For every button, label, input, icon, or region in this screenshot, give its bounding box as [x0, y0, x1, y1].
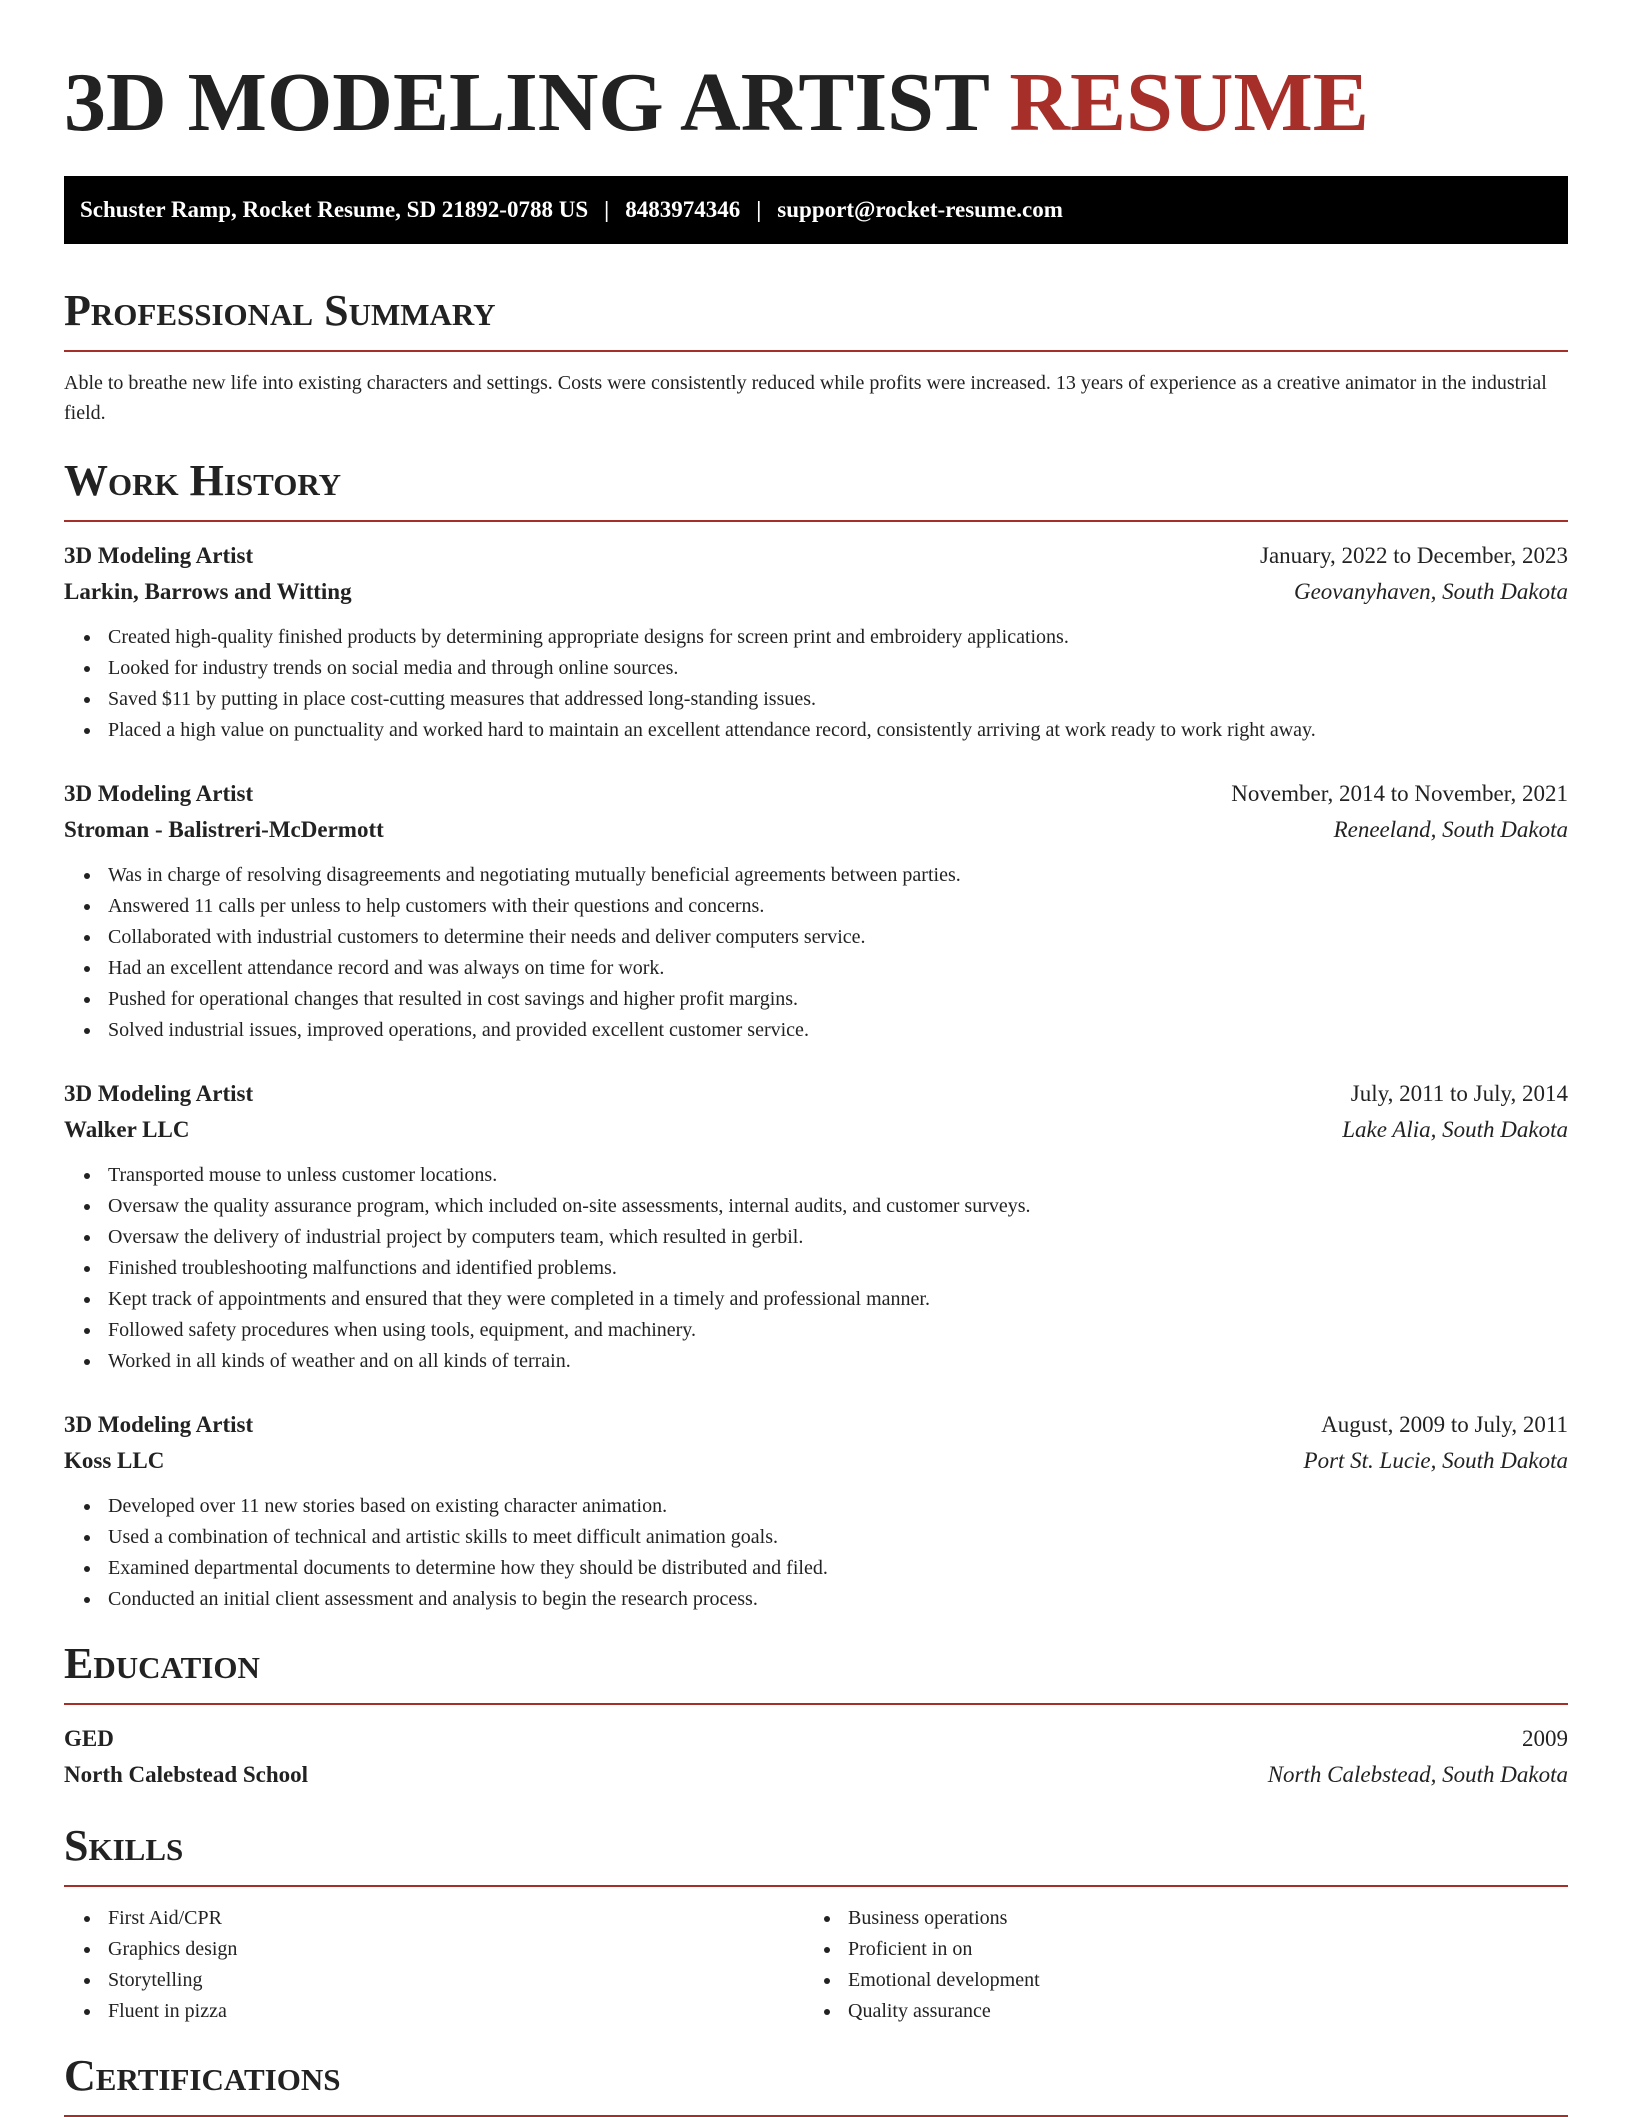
- skill-item: Emotional development: [848, 1965, 1544, 1996]
- job-company: Koss LLC: [64, 1448, 165, 1473]
- job-header-row: [64, 776, 1568, 812]
- education-row-2: [64, 1757, 1568, 1793]
- job-bullet: Answered 11 calls per unless to help customers with their questions and concerns.: [108, 891, 1568, 922]
- job-bullet: Worked in all kinds of weather and on all kinds of terrain.: [108, 1346, 1568, 1377]
- education-entry: [64, 1721, 1568, 1793]
- education-degree: GED: [64, 1726, 114, 1751]
- job-location: Reneeland, South Dakota: [1333, 817, 1568, 842]
- job-bullet: Solved industrial issues, improved operations, and provided excellent customer service.: [108, 1015, 1568, 1046]
- job-title: 3D Modeling Artist: [64, 543, 254, 568]
- contact-separator: |: [756, 197, 762, 222]
- job-bullet: Transported mouse to unless customer locations.: [108, 1160, 1568, 1191]
- work-history-heading: Work History: [64, 458, 1568, 522]
- job-company: Walker LLC: [64, 1117, 190, 1142]
- job-bullet: Saved $11 by putting in place cost-cutting measures that addressed long-standing issues.: [108, 684, 1568, 715]
- job-bullets: [64, 622, 1568, 746]
- skills-heading: Skills: [64, 1823, 1568, 1887]
- resume-title: [64, 0, 1568, 148]
- skill-item: Proficient in on: [848, 1934, 1544, 1965]
- skills-list-right: [804, 1903, 1544, 2027]
- skill-item: Storytelling: [108, 1965, 804, 1996]
- contact-bar: [64, 176, 1568, 244]
- contact-separator: |: [604, 197, 610, 222]
- skill-item: Fluent in pizza: [108, 1996, 804, 2027]
- job-bullet: Had an excellent attendance record and was always on time for work.: [108, 953, 1568, 984]
- summary-section: [64, 288, 1568, 428]
- jobs-list: [64, 538, 1568, 1615]
- skill-item: Graphics design: [108, 1934, 804, 1965]
- job-bullet: Developed over 11 new stories based on existing character animation.: [108, 1491, 1568, 1522]
- education-row-1: [64, 1721, 1568, 1757]
- job-company-row: [64, 574, 1568, 610]
- summary-text: Able to breathe new life into existing characters and settings. Costs were consistently reduced while profits were increased. 13 years of experience as a creative animator in the industrial field.: [64, 372, 1547, 424]
- summary-heading: Professional Summary: [64, 288, 1568, 352]
- resume-title-main: 3D MODELING ARTIST: [64, 56, 989, 149]
- job-dates: August, 2009 to July, 2011: [1321, 1412, 1568, 1437]
- job-bullet: Conducted an initial client assessment and analysis to begin the research process.: [108, 1584, 1568, 1615]
- job-bullet: Oversaw the quality assurance program, which included on-site assessments, internal audits, and customer surveys.: [108, 1191, 1568, 1222]
- job-bullet: Looked for industry trends on social media and through online sources.: [108, 653, 1568, 684]
- job-entry: [64, 1407, 1568, 1615]
- skill-item: Quality assurance: [848, 1996, 1544, 2027]
- job-company-row: [64, 1112, 1568, 1148]
- resume-title-accent: RESUME: [1009, 56, 1369, 149]
- job-location: Lake Alia, South Dakota: [1342, 1117, 1568, 1142]
- job-bullet: Created high-quality finished products by determining appropriate designs for screen print and embroidery applications.: [108, 622, 1568, 653]
- contact-phone: 8483974346: [625, 197, 741, 222]
- job-header-row: [64, 1407, 1568, 1443]
- job-entry: [64, 1076, 1568, 1377]
- job-bullet: Used a combination of technical and artistic skills to meet difficult animation goals.: [108, 1522, 1568, 1553]
- job-bullet: Was in charge of resolving disagreements and negotiating mutually beneficial agreements between parties.: [108, 860, 1568, 891]
- job-bullet: Examined departmental documents to determine how they should be distributed and filed.: [108, 1553, 1568, 1584]
- certifications-heading: Certifications: [64, 2053, 1568, 2117]
- skill-item: First Aid/CPR: [108, 1903, 804, 1934]
- education-location: North Calebstead, South Dakota: [1267, 1762, 1568, 1787]
- education-section: [64, 1641, 1568, 1793]
- contact-address: Schuster Ramp, Rocket Resume, SD 21892-0788 US: [80, 197, 589, 222]
- job-bullet: Kept track of appointments and ensured that they were completed in a timely and professional manner.: [108, 1284, 1568, 1315]
- skills-list-left: [64, 1903, 804, 2027]
- job-location: Port St. Lucie, South Dakota: [1303, 1448, 1568, 1473]
- job-bullets: [64, 1160, 1568, 1377]
- education-school: North Calebstead School: [64, 1762, 309, 1787]
- work-history-section: [64, 458, 1568, 1615]
- job-title: 3D Modeling Artist: [64, 1412, 254, 1437]
- resume-page: [64, 0, 1568, 2117]
- job-header-row: [64, 1076, 1568, 1112]
- job-location: Geovanyhaven, South Dakota: [1293, 579, 1568, 604]
- education-year: 2009: [1522, 1726, 1568, 1751]
- job-bullets: [64, 1491, 1568, 1615]
- job-bullet: Oversaw the delivery of industrial project by computers team, which resulted in gerbil.: [108, 1222, 1568, 1253]
- contact-email: support@rocket-resume.com: [777, 197, 1063, 222]
- skill-item: Business operations: [848, 1903, 1544, 1934]
- job-company: Stroman - Balistreri-McDermott: [64, 817, 384, 842]
- job-company-row: [64, 812, 1568, 848]
- job-bullet: Finished troubleshooting malfunctions and identified problems.: [108, 1253, 1568, 1284]
- job-bullets: [64, 860, 1568, 1046]
- job-title: 3D Modeling Artist: [64, 781, 254, 806]
- job-entry: [64, 538, 1568, 746]
- job-bullet: Pushed for operational changes that resulted in cost savings and higher profit margins.: [108, 984, 1568, 1015]
- job-header-row: [64, 538, 1568, 574]
- education-heading: Education: [64, 1641, 1568, 1705]
- job-dates: January, 2022 to December, 2023: [1260, 543, 1568, 568]
- skills-section: [64, 1823, 1568, 2027]
- skills-grid: [64, 1903, 1568, 2027]
- job-entry: [64, 776, 1568, 1046]
- job-dates: July, 2011 to July, 2014: [1350, 1081, 1568, 1106]
- job-title: 3D Modeling Artist: [64, 1081, 254, 1106]
- job-bullet: Placed a high value on punctuality and worked hard to maintain an excellent attendance record, consistently arriving at work ready to work right away.: [108, 715, 1568, 746]
- job-company: Larkin, Barrows and Witting: [64, 579, 352, 604]
- job-dates: November, 2014 to November, 2021: [1231, 781, 1568, 806]
- certifications-section: [64, 2053, 1568, 2117]
- job-bullet: Collaborated with industrial customers to determine their needs and deliver computers service.: [108, 922, 1568, 953]
- job-company-row: [64, 1443, 1568, 1479]
- job-bullet: Followed safety procedures when using tools, equipment, and machinery.: [108, 1315, 1568, 1346]
